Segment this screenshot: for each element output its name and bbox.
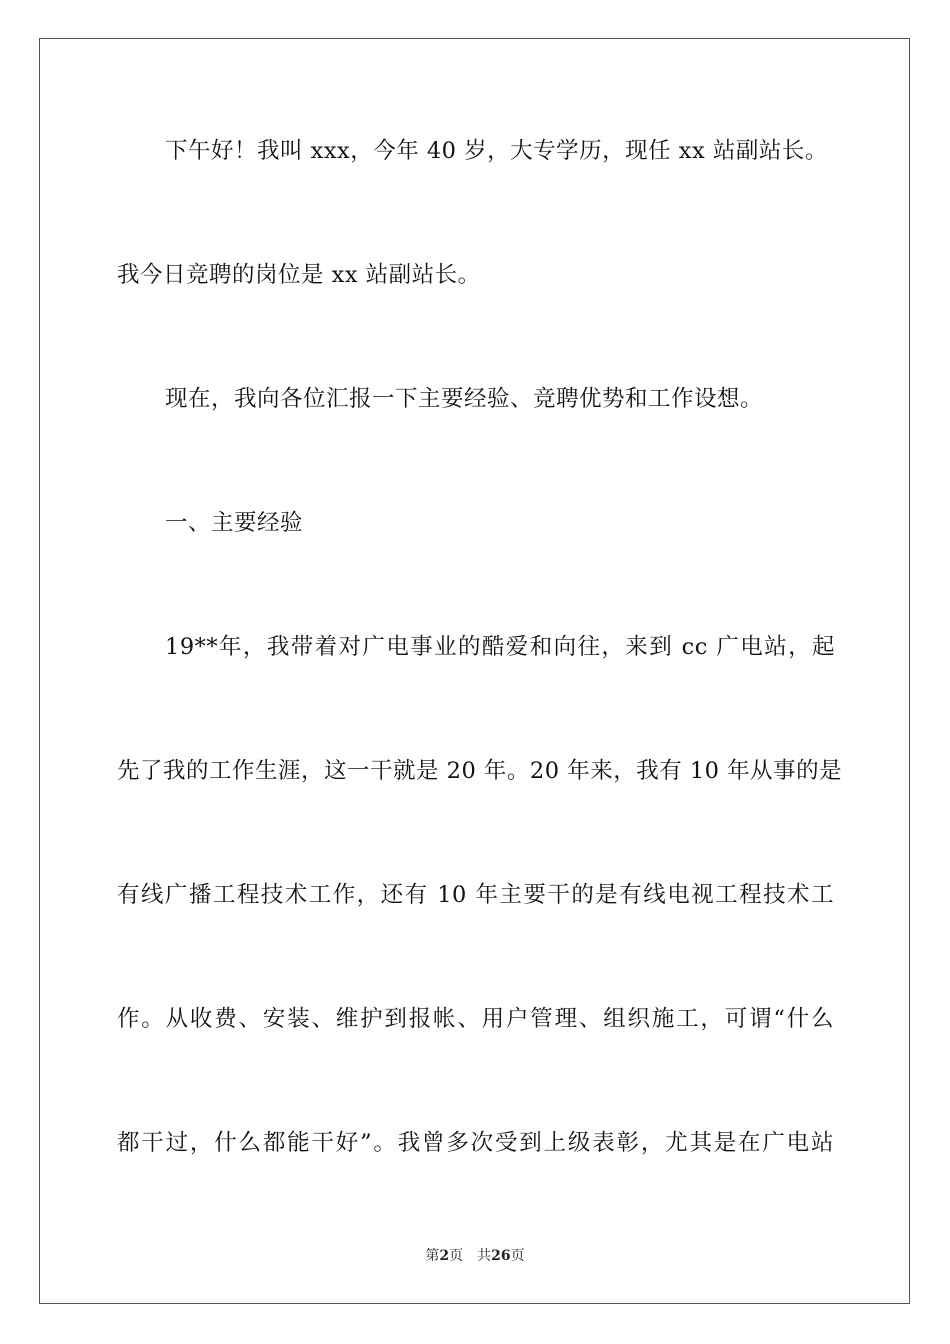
- paragraph-experience-line-1: 19**年，我带着对广电事业的酷爱和向往，来到 cc 广电站，起: [165, 634, 835, 660]
- section-heading: 一、主要经验: [165, 510, 304, 536]
- page-prefix: 第: [425, 1248, 440, 1264]
- paragraph-experience-line-5: 都干过，什么都能干好”。我曾多次受到上级表彰，尤其是在广电站: [117, 1130, 834, 1156]
- paragraph-greeting-cont: 我今日竞聘的岗位是 xx 站副站长。: [117, 262, 481, 288]
- total-prefix: 共: [477, 1248, 492, 1264]
- page-border: [39, 38, 910, 1304]
- paragraph-experience-line-4: 作。从收费、安装、维护到报帐、用户管理、组织施工，可谓“什么: [117, 1006, 834, 1032]
- page-suffix: 页: [449, 1248, 464, 1264]
- paragraph-intro: 现在，我向各位汇报一下主要经验、竞聘优势和工作设想。: [165, 386, 764, 412]
- page-footer: [0, 1246, 950, 1266]
- page-total: 26: [491, 1248, 511, 1264]
- paragraph-experience-line-2: 先了我的工作生涯，这一干就是 20 年。20 年来，我有 10 年从事的是: [117, 758, 843, 784]
- page-current: 2: [439, 1248, 450, 1264]
- paragraph-experience-line-3: 有线广播工程技术工作，还有 10 年主要干的是有线电视工程技术工: [117, 882, 834, 908]
- total-suffix: 页: [510, 1248, 525, 1264]
- paragraph-greeting: 下午好！我叫 xxx，今年 40 岁，大专学历，现任 xx 站副站长。: [165, 138, 828, 164]
